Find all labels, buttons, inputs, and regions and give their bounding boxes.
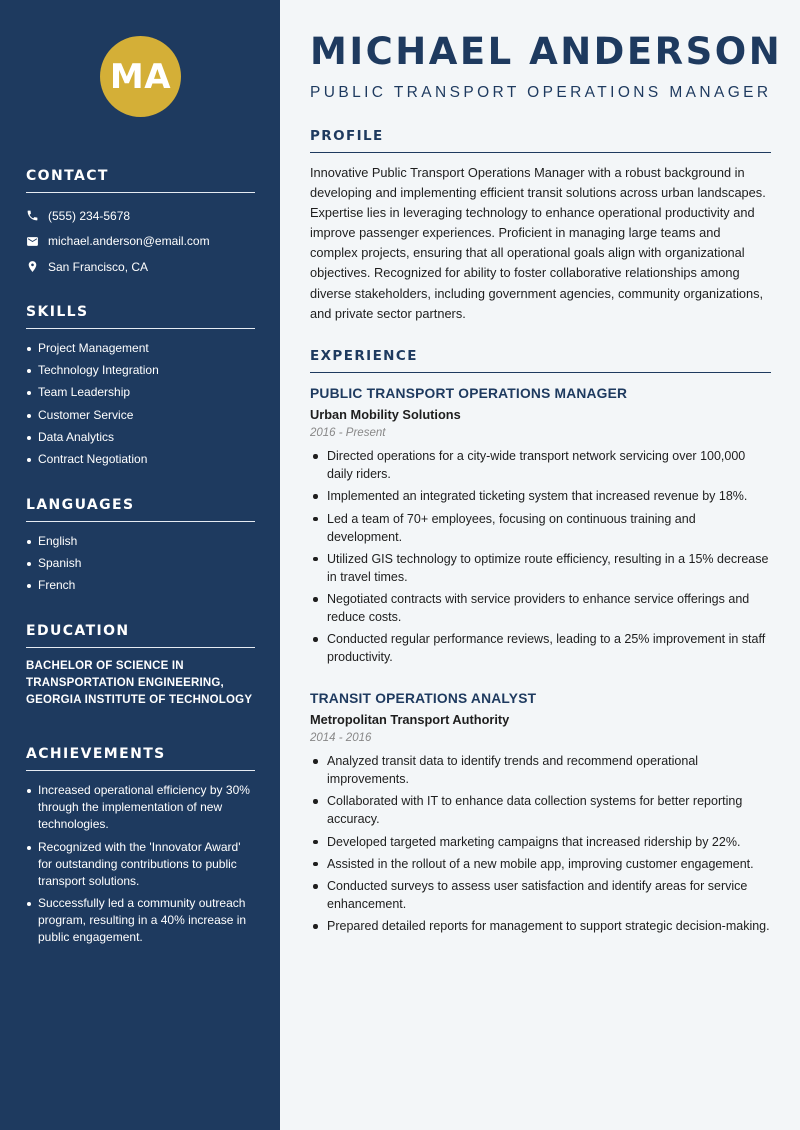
achievements-heading: ACHIEVEMENTS (26, 746, 255, 771)
job-entry (310, 691, 771, 940)
job-bullet: Led a team of 70+ employees, focusing on continuous training and development. (310, 510, 771, 546)
skill-item: Team Leadership (26, 384, 255, 401)
job-bullet: Negotiated contracts with service providers to enhance service offerings and reduce costs. (310, 590, 771, 626)
skill-item: Customer Service (26, 407, 255, 424)
job-title-header: PUBLIC TRANSPORT OPERATIONS MANAGER (310, 84, 772, 101)
job-bullet: Conducted regular performance reviews, leading to a 25% improvement in staff productivity. (310, 630, 771, 666)
achievement-item: Recognized with the 'Innovator Award' for outstanding contributions to public transport solutions. (26, 839, 255, 890)
experience-heading: EXPERIENCE (310, 348, 771, 373)
avatar: MA (100, 36, 181, 117)
language-item: English (26, 533, 255, 550)
profile-text: Innovative Public Transport Operations Manager with a robust background in developing and implementing efficient transit solutions across urban landscapes. Expertise lies in leveraging technology to enhance operational productivity and improve passenger experiences. Proficient in managing large teams and complex projects, ensuring that all operational goals align with organizational objectives. Recognized for ability to foster collaborative relationships among diverse stakeholders, including government agencies, community organizations, and private sector partners. (310, 165, 766, 321)
location-text: San Francisco, CA (48, 259, 149, 274)
candidate-name: MICHAEL ANDERSON (310, 30, 783, 73)
skill-item: Data Analytics (26, 429, 255, 446)
job-bullet: Directed operations for a city-wide transport network servicing over 100,000 daily riders. (310, 447, 771, 483)
job-bullet: Implemented an integrated ticketing system that increased revenue by 18%. (310, 487, 771, 505)
job-title: TRANSIT OPERATIONS ANALYST (310, 691, 537, 706)
job-bullets (310, 752, 771, 935)
profile-heading: PROFILE (310, 128, 771, 153)
contact-phone (26, 203, 255, 229)
skill-item: Project Management (26, 340, 255, 357)
contact-heading: CONTACT (26, 168, 255, 193)
education-heading: EDUCATION (26, 623, 255, 648)
job-entry (310, 386, 771, 671)
contact-list (26, 203, 255, 280)
skills-heading: SKILLS (26, 304, 255, 329)
job-dates: 2014 - 2016 (310, 732, 372, 744)
contact-location (26, 254, 255, 280)
email-text: michael.anderson@email.com (48, 234, 210, 249)
job-bullets (310, 447, 771, 666)
job-company: Urban Mobility Solutions (310, 407, 461, 422)
job-company: Metropolitan Transport Authority (310, 712, 510, 727)
languages-list (26, 533, 255, 594)
contact-section (26, 168, 255, 280)
job-bullet: Analyzed transit data to identify trends and recommend operational improvements. (310, 752, 771, 788)
phone-text: (555) 234-5678 (48, 208, 131, 223)
skills-list (26, 340, 255, 468)
skills-section (26, 304, 255, 473)
phone-icon (26, 209, 39, 222)
job-bullet: Utilized GIS technology to optimize route efficiency, resulting in a 15% decrease in travel times. (310, 550, 771, 586)
achievements-list (26, 782, 255, 946)
job-bullet: Collaborated with IT to enhance data collection systems for better reporting accuracy. (310, 792, 771, 828)
language-item: French (26, 577, 255, 594)
skill-item: Technology Integration (26, 362, 255, 379)
skill-item: Contract Negotiation (26, 451, 255, 468)
language-item: Spanish (26, 555, 255, 572)
contact-email (26, 229, 255, 255)
job-dates: 2016 - Present (310, 427, 386, 439)
profile-section (310, 128, 771, 324)
job-bullet: Assisted in the rollout of a new mobile app, improving customer engagement. (310, 855, 771, 873)
achievement-item: Successfully led a community outreach program, resulting in a 40% increase in public engagement. (26, 895, 255, 946)
languages-section (26, 497, 255, 600)
job-bullet: Conducted surveys to assess user satisfaction and identify areas for service enhancement. (310, 877, 771, 913)
education-section (26, 623, 255, 709)
achievements-section (26, 746, 255, 952)
education-degree: BACHELOR OF SCIENCE IN TRANSPORTATION ENGINEERING, GEORGIA INSTITUTE OF TECHNOLOGY (26, 660, 253, 706)
job-bullet: Developed targeted marketing campaigns that increased ridership by 22%. (310, 833, 771, 851)
achievement-item: Increased operational efficiency by 30% through the implementation of new technologies. (26, 782, 255, 833)
email-icon (26, 235, 39, 248)
job-bullet: Prepared detailed reports for management to support strategic decision-making. (310, 917, 771, 935)
job-title: PUBLIC TRANSPORT OPERATIONS MANAGER (310, 386, 628, 401)
languages-heading: LANGUAGES (26, 497, 255, 522)
sidebar (0, 0, 280, 1130)
experience-section (310, 348, 771, 373)
location-pin-icon (26, 260, 39, 273)
